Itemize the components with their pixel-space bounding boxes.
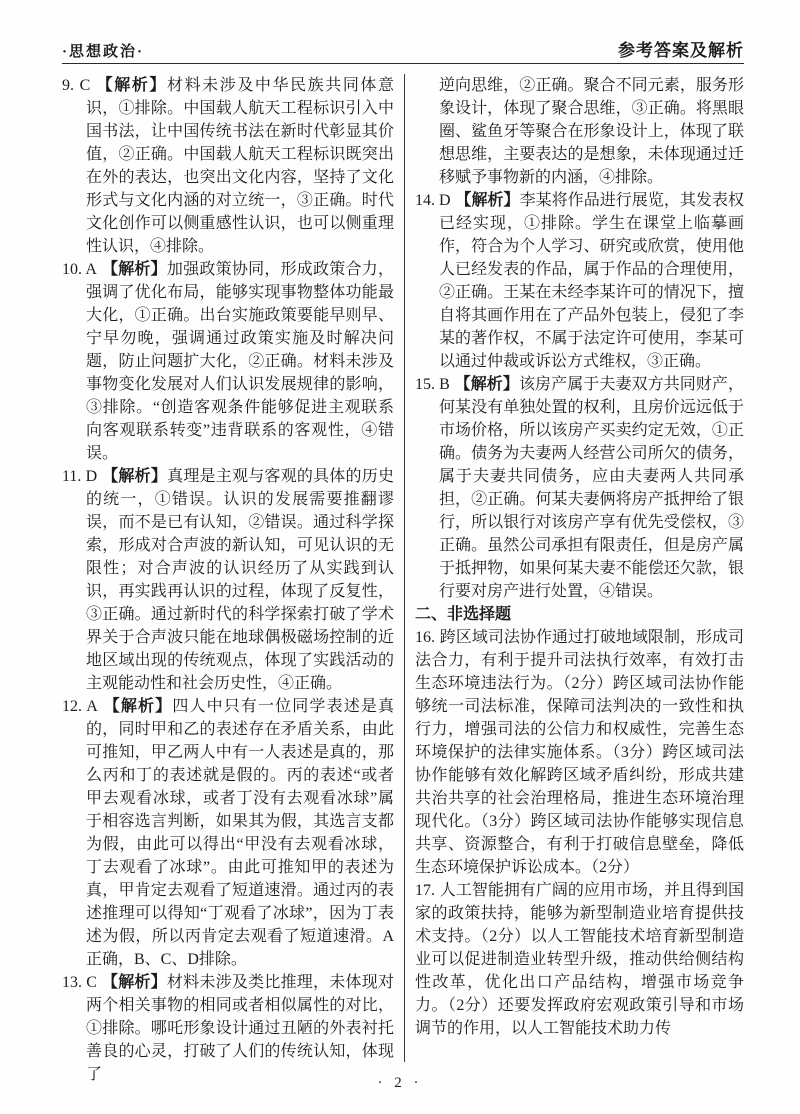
column-divider bbox=[404, 74, 405, 1062]
item-text: 真理是主观与客观的具体的历史的统一，①错误。认识的发展需要推翻谬误，而不是已有认知，②错误。通过科学探索，形成对合声波的新认知，可见认识的无限性；对合声波的认识经历了从实践到认识，再实践再认识的过程，体现了反复性，③正确。通过新时代的科学探索打破了学术界关于合声波只能在地球偶极磁场控制的近地区域出现的传统观点，体现了实践活动的主观能动性和社会历史性，④正确。 bbox=[86, 468, 394, 692]
item-text: 人工智能拥有广阔的应用市场，并且得到国家的政策扶持，能够为新型制造业培育提供技术支持。（2分）以人工智能技术培育新型制造业可以促进制造业转型升级，推动供给侧结构性改革，优化出口产品结构，增强市场竞争力。（2分）还要发挥政府宏观政策引导和市场调节的作用，以人工智能技术助力传 bbox=[415, 882, 744, 1037]
analysis-tag: 【解析】 bbox=[101, 261, 167, 278]
subject-title: ·思想政治· bbox=[62, 44, 145, 60]
analysis-tag: 【解析】 bbox=[101, 468, 168, 485]
item-label: 9. C bbox=[62, 77, 91, 94]
item-label: 17. bbox=[415, 882, 435, 899]
item-label: 14. D bbox=[415, 192, 451, 209]
answer-item-9 bbox=[62, 74, 394, 258]
item-text: 跨区域司法协作通过打破地域限制，形成司法合力，有利于提升司法执行效率，有效打击生态环境违法行为。（2分）跨区域司法协作能够统一司法标准，保障司法判决的一致性和执行力，增强司法的公信力和权威性，完善生态环境保护的法律实施体系。（3分）跨区域司法协作能够有效化解跨区域矛盾纠纷，形成共建共治共享的社会治理格局，推进生态环境治理现代化。（3分）跨区域司法协作能够实现信息共享、资源整合，有利于打破信息壁垒，降低生态环境保护诉讼成本。（2分） bbox=[415, 629, 744, 876]
answer-item-12 bbox=[62, 695, 394, 971]
page-footer bbox=[0, 1075, 800, 1092]
left-column bbox=[62, 74, 394, 1083]
section-title-non-choice: 二、非选择题 bbox=[415, 606, 512, 623]
analysis-tag: 【解析】 bbox=[101, 974, 167, 991]
answer-item-10 bbox=[62, 258, 394, 465]
analysis-tag: 【解析】 bbox=[102, 698, 173, 715]
answer-item-13 bbox=[62, 971, 394, 1086]
right-column bbox=[415, 74, 744, 1062]
analysis-tag: 【解析】 bbox=[454, 376, 519, 393]
item-text: 加强政策协同，形成政策合力，强调了优化布局，能够实现事物整体功能最大化，①正确。出台实施政策要能早则早、宁早勿晚，强调通过政策实施及时解决问题，防止问题扩大化，②正确。材料未涉及事物变化发展对人们认识发展规律的影响，③排除。“创造客观条件能够促进主观联系向客观联系转变”违背联系的客观性，④错误。 bbox=[86, 261, 394, 462]
item-label: 12. A bbox=[62, 698, 98, 715]
analysis-tag: 【解析】 bbox=[455, 192, 520, 209]
item-text: 四人中只有一位同学表述是真的，同时甲和乙的表述存在矛盾关系，由此可推知，甲乙两人中有一人表述是真的，那么丙和丁的表述就是假的。丙的表述“或者甲去观看冰球，或者丁没有去观看冰球”属于相容选言判断，如果其为假，其选言支都为假，由此可以得出“甲没有去观看冰球，丁去观看了冰球”。由此可推知甲的表述为真，甲肯定去观看了短道速滑。通过丙的表述推理可以得知“丁观看了冰球”，因为丁表述为假，所以丙肯定去观看了短道速滑。A 正确，B、C、D排除。 bbox=[86, 698, 394, 968]
answer-item-11 bbox=[62, 465, 394, 695]
answer-item-13-continuation: 逆向思维，②正确。聚合不同元素，服务形象设计，体现了聚合思维，③正确。将黑眼圈、鲨鱼牙等聚合在形象设计上，体现了联想思维，主要表达的是想象，未体现通过迁移赋予事物新的内涵，④排除。 bbox=[439, 77, 744, 186]
item-label: 15. B bbox=[415, 376, 450, 393]
page-header bbox=[62, 36, 744, 61]
item-label: 10. A bbox=[62, 261, 97, 278]
item-label: 13. C bbox=[62, 974, 97, 991]
item-text: 材料未涉及中华民族共同体意识，①排除。中国载人航天工程标识引入中国书法，让中国传统书法在新时代彰显其价值，②正确。中国载人航天工程标识既突出在外的表达，也突出文化内容，坚持了文化形式与文化内涵的对立统一，③正确。时代文化创作可以侧重感性认识，也可以侧重理性认识，④排除。 bbox=[86, 77, 394, 255]
analysis-tag: 【解析】 bbox=[95, 77, 167, 94]
item-text: 李某将作品进行展览，其发表权已经实现，①排除。学生在课堂上临摹画作，符合为个人学习、研究或欣赏，使用他人已经发表的作品，属于作品的合理使用，②正确。王某在未经李某许可的情况下，擅自将其画作用在了产品外包装上，侵犯了李某的著作权，不属于法定许可使用，李某可以通过仲裁或诉讼方式维权，③正确。 bbox=[439, 192, 744, 370]
answer-item-15 bbox=[415, 373, 744, 603]
item-label: 11. D bbox=[62, 468, 98, 485]
item-text: 该房产属于夫妻双方共同财产，何某没有单独处置的权利，且房价远远低于市场价格，所以该房产买卖约定无效，①正确。债务为夫妻两人经营公司所欠的债务，属于夫妻共同债务，应由夫妻两人共同承担，②正确。何某夫妻俩将房产抵押给了银行，所以银行对该房产享有优先受偿权，③正确。虽然公司承担有限责任，但是房产属于抵押物，如果何某夫妻不能偿还欠款，银行要对房产进行处置，④错误。 bbox=[439, 376, 744, 600]
item-label: 16. bbox=[415, 629, 435, 646]
answer-item-14 bbox=[415, 189, 744, 373]
essay-item-16 bbox=[415, 626, 744, 879]
item-text: 材料未涉及类比推理，未体现对两个相关事物的相同或者相似属性的对比，①排除。哪吒形象设计通过丑陋的外表衬托善良的心灵，打破了人们的传统认知，体现了 bbox=[86, 974, 394, 1083]
page-number: · 2 · bbox=[377, 1075, 423, 1091]
header-divider bbox=[62, 63, 744, 64]
content-columns bbox=[62, 74, 744, 1083]
essay-item-17 bbox=[415, 879, 744, 1040]
answers-title: 参考答案及解析 bbox=[618, 41, 744, 60]
